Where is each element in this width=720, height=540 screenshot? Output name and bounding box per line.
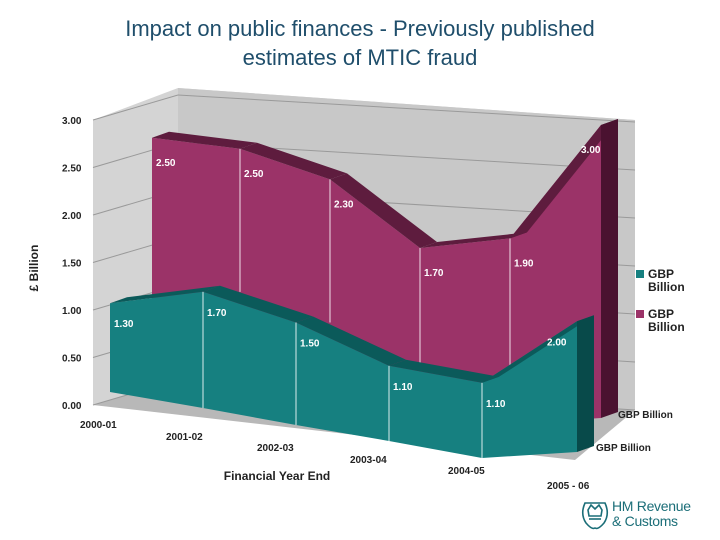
y-tick-label: 3.00: [62, 116, 82, 127]
y-axis-title: £ Billion: [27, 244, 41, 292]
front-data-label: 1.50: [300, 338, 320, 350]
x-tick-label: 2001-02: [166, 432, 203, 443]
front-data-label: 1.10: [393, 381, 413, 393]
back-data-label: 2.50: [244, 168, 264, 180]
logo-line-2: & Customs: [612, 513, 678, 529]
back-data-label: 3.00: [581, 145, 601, 156]
legend-swatch: [636, 270, 644, 278]
legend-label-line: Billion: [648, 280, 685, 294]
legend-label-line: GBP: [648, 307, 675, 321]
legend-label-line: Billion: [648, 320, 685, 334]
back-data-label: 1.70: [424, 267, 444, 279]
front-data-label: 1.30: [114, 319, 134, 331]
logo-line-1: HM Revenue: [612, 498, 691, 514]
back-data-label: 1.90: [514, 258, 534, 270]
front-data-label: 1.70: [207, 307, 227, 319]
back-area-side: [601, 119, 618, 418]
back-data-label: 2.50: [156, 157, 176, 169]
x-tick-label: 2002-03: [257, 443, 294, 454]
y-tick-label: 0.00: [62, 401, 82, 412]
y-tick-label: 1.00: [62, 306, 82, 317]
y-axis: [27, 116, 82, 412]
front-data-label: 2.00: [547, 337, 567, 349]
front-data-label: 1.10: [486, 398, 506, 410]
hmrc-logo-text: [612, 499, 691, 529]
legend-swatch: [636, 310, 644, 318]
legend-label-line: GBP: [648, 267, 675, 281]
legend-label: [648, 307, 685, 334]
depth-axis-label: GBP Billion: [618, 410, 673, 421]
depth-axis-label: GBP Billion: [596, 443, 651, 454]
back-data-label: 2.30: [334, 199, 354, 211]
x-tick-label: 2003-04: [350, 455, 387, 466]
x-tick-label: 2004-05: [448, 466, 485, 477]
chart-title-line-2: estimates of MTIC fraud: [242, 45, 478, 70]
y-tick-label: 2.50: [62, 163, 82, 175]
legend-label: [648, 267, 685, 294]
y-tick-label: 1.50: [62, 258, 82, 270]
y-tick-label: 2.00: [62, 211, 82, 222]
x-axis-title: Financial Year End: [223, 469, 331, 483]
x-tick-label: 2000-01: [80, 420, 117, 431]
front-area-side: [577, 315, 594, 452]
x-tick-label: 2005 - 06: [547, 481, 590, 492]
y-tick-label: 0.50: [62, 353, 82, 365]
chart-title-line-1: Impact on public finances - Previously published: [125, 16, 595, 41]
legend: [636, 267, 685, 334]
